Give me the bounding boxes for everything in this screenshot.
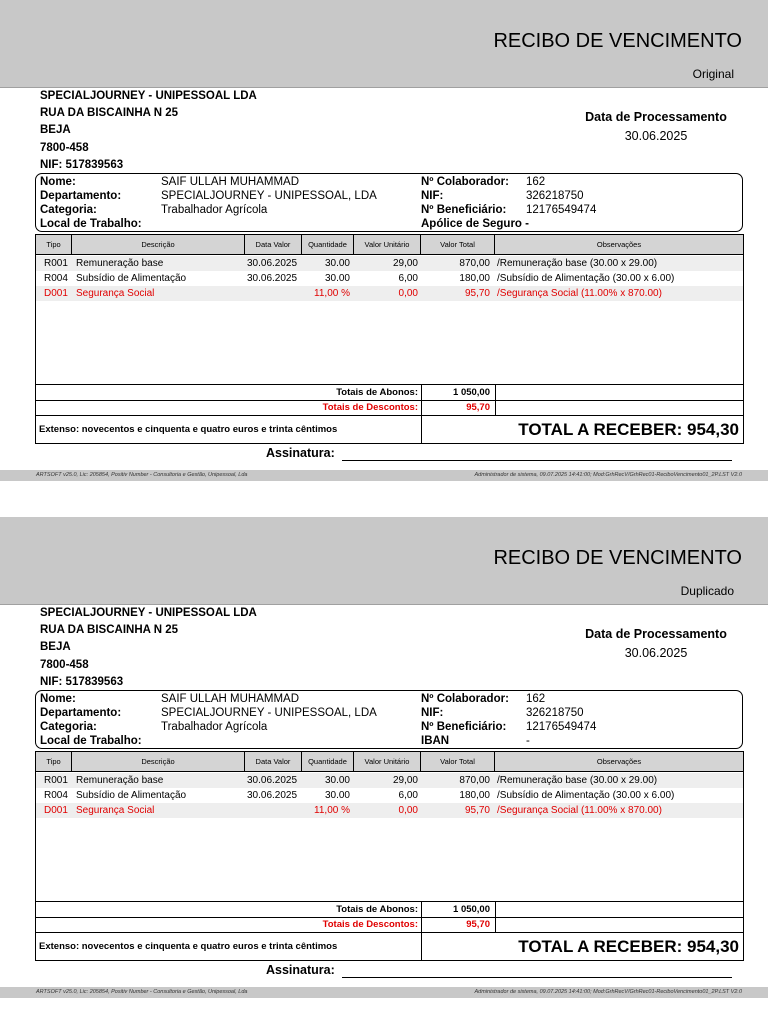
processing-date: 30.06.2025 bbox=[624, 129, 688, 143]
col-quantity: Quantidade bbox=[302, 752, 354, 771]
row-total-value: 95,70 bbox=[464, 805, 490, 816]
name-label: Nome: bbox=[40, 176, 76, 188]
table-header bbox=[36, 752, 743, 772]
row-total-value: 870,00 bbox=[459, 258, 490, 269]
col-unit-value: Valor Unitário bbox=[354, 752, 421, 771]
processing-label: Data de Processamento bbox=[585, 627, 727, 641]
signature-line bbox=[342, 460, 732, 461]
total-row bbox=[36, 933, 743, 960]
divider bbox=[421, 416, 422, 443]
processing-block bbox=[560, 110, 752, 143]
row-observations: /Subsídio de Alimentação (30.00 x 6.00) bbox=[497, 273, 675, 284]
col-description: Descrição bbox=[72, 752, 245, 771]
collaborator-label: Nº Colaborador: bbox=[421, 176, 509, 188]
company-nif: NIF: 517839563 bbox=[40, 158, 124, 171]
row-quantity: 30.00 bbox=[324, 273, 350, 284]
table-row bbox=[36, 773, 743, 788]
row-description: Segurança Social bbox=[76, 288, 155, 299]
row-description: Remuneração base bbox=[76, 258, 164, 269]
row-quantity: 30.00 bbox=[324, 790, 350, 801]
row-unit-value: 29,00 bbox=[392, 775, 418, 786]
category-label: Categoria: bbox=[40, 204, 97, 216]
col-type: Tipo bbox=[36, 752, 72, 771]
totals-earnings-label: Totais de Abonos: bbox=[336, 904, 418, 915]
receipt-header bbox=[0, 517, 768, 605]
row-unit-value: 0,00 bbox=[398, 805, 418, 816]
employee-name: SAIF ULLAH MUHAMMAD bbox=[161, 176, 300, 188]
row-quantity: 11,00 % bbox=[314, 288, 350, 299]
divider bbox=[421, 385, 422, 400]
iban-label: IBAN bbox=[421, 735, 450, 747]
iban-value: - bbox=[526, 735, 530, 747]
table-row bbox=[36, 271, 743, 286]
divider bbox=[495, 902, 496, 917]
total-to-receive: TOTAL A RECEBER: 954,30 bbox=[518, 420, 739, 439]
row-description: Subsídio de Alimentação bbox=[76, 790, 187, 801]
row-code: R001 bbox=[44, 775, 68, 786]
total-row bbox=[36, 416, 743, 443]
row-date: 30.06.2025 bbox=[247, 258, 298, 269]
divider bbox=[421, 918, 422, 932]
totals-discounts-value: 95,70 bbox=[466, 402, 490, 413]
row-total-value: 870,00 bbox=[459, 775, 490, 786]
row-description: Segurança Social bbox=[76, 805, 155, 816]
company-street: RUA DA BISCAINHA N 25 bbox=[40, 107, 179, 120]
totals-earnings-value: 1 050,00 bbox=[453, 387, 490, 398]
totals-discounts-row bbox=[36, 918, 743, 933]
amount-in-words: Extenso: novecentos e cinquenta e quatro euros e trinta cêntimos bbox=[39, 424, 338, 435]
insurance-label: Apólice de Seguro - bbox=[421, 218, 529, 230]
totals-earnings-row bbox=[36, 901, 743, 918]
footer bbox=[0, 470, 768, 481]
employee-dept: SPECIALJOURNEY - UNIPESSOAL, LDA bbox=[161, 190, 377, 202]
col-unit-value: Valor Unitário bbox=[354, 235, 421, 254]
company-block bbox=[40, 88, 257, 174]
divider bbox=[495, 385, 496, 400]
employee-dept: SPECIALJOURNEY - UNIPESSOAL, LDA bbox=[161, 707, 377, 719]
employee-name: SAIF ULLAH MUHAMMAD bbox=[161, 693, 300, 705]
company-name: SPECIALJOURNEY - UNIPESSOAL LDA bbox=[40, 607, 257, 619]
divider bbox=[495, 918, 496, 932]
footer-right: Administrador de sistema, 09.07.2025 14:41:00; Mod:GrhRecV/GrhRec01-ReciboVencimento01_2P.LST V2.0 bbox=[474, 989, 742, 995]
name-label: Nome: bbox=[40, 693, 76, 705]
nif-label: NIF: bbox=[421, 190, 444, 202]
signature-line bbox=[342, 977, 732, 978]
beneficiary-number: 12176549474 bbox=[526, 721, 597, 733]
row-unit-value: 6,00 bbox=[398, 790, 418, 801]
col-quantity: Quantidade bbox=[302, 235, 354, 254]
copy-label: Duplicado bbox=[680, 584, 734, 598]
divider bbox=[421, 933, 422, 960]
footer bbox=[0, 987, 768, 998]
table-row bbox=[36, 286, 743, 301]
table-row bbox=[36, 256, 743, 271]
table-row bbox=[36, 803, 743, 818]
row-quantity: 30.00 bbox=[324, 775, 350, 786]
totals-discounts-value: 95,70 bbox=[466, 919, 490, 930]
employee-nif: 326218750 bbox=[526, 190, 584, 202]
col-observations: Observações bbox=[596, 757, 642, 766]
signature-label: Assinatura: bbox=[266, 963, 335, 977]
company-city: BEJA bbox=[40, 641, 71, 654]
table-row bbox=[36, 788, 743, 803]
row-code: R004 bbox=[44, 273, 68, 284]
footer-left: ARTSOFT v25.0, Lic: 205854, Positiv Number - Consultoria e Gestão, Unipessoal, Lda bbox=[36, 989, 248, 995]
total-to-receive: TOTAL A RECEBER: 954,30 bbox=[518, 937, 739, 956]
category-label: Categoria: bbox=[40, 721, 97, 733]
beneficiary-number: 12176549474 bbox=[526, 204, 597, 216]
receipt-title: RECIBO DE VENCIMENTO bbox=[493, 547, 742, 569]
company-nif: NIF: 517839563 bbox=[40, 675, 124, 688]
collaborator-number: 162 bbox=[526, 176, 546, 188]
employee-nif: 326218750 bbox=[526, 707, 584, 719]
receipt-title: RECIBO DE VENCIMENTO bbox=[493, 30, 742, 52]
amount-in-words: Extenso: novecentos e cinquenta e quatro euros e trinta cêntimos bbox=[39, 941, 338, 952]
footer-right: Administrador de sistema, 09.07.2025 14:41:00; Mod:GrhRecV/GrhRec01-ReciboVencimento01_2P.LST V2.0 bbox=[474, 472, 742, 478]
divider bbox=[421, 902, 422, 917]
row-date: 30.06.2025 bbox=[247, 775, 298, 786]
totals-discounts-label: Totais de Descontos: bbox=[322, 919, 418, 930]
receipt-duplicate bbox=[0, 517, 768, 1001]
nif-label: NIF: bbox=[421, 707, 444, 719]
row-unit-value: 29,00 bbox=[392, 258, 418, 269]
row-observations: /Remuneração base (30.00 x 29.00) bbox=[497, 258, 658, 269]
col-total-value: Valor Total bbox=[421, 752, 495, 771]
collaborator-label: Nº Colaborador: bbox=[421, 693, 509, 705]
company-block bbox=[40, 605, 257, 691]
employee-box bbox=[35, 173, 743, 232]
row-code: D001 bbox=[44, 288, 68, 299]
collaborator-number: 162 bbox=[526, 693, 546, 705]
col-date: Data Valor bbox=[245, 752, 302, 771]
row-code: R004 bbox=[44, 790, 68, 801]
receipt-original bbox=[0, 0, 768, 484]
company-postal: 7800-458 bbox=[40, 141, 89, 154]
row-total-value: 180,00 bbox=[459, 790, 490, 801]
row-code: D001 bbox=[44, 805, 68, 816]
dept-label: Departamento: bbox=[40, 707, 122, 719]
row-date: 30.06.2025 bbox=[247, 790, 298, 801]
signature-label: Assinatura: bbox=[266, 446, 335, 460]
employee-category: Trabalhador Agrícola bbox=[161, 204, 268, 216]
row-description: Remuneração base bbox=[76, 775, 164, 786]
totals-earnings-value: 1 050,00 bbox=[453, 904, 490, 915]
receipt-header bbox=[0, 0, 768, 88]
col-description: Descrição bbox=[72, 235, 245, 254]
divider bbox=[421, 401, 422, 415]
footer-left: ARTSOFT v25.0, Lic: 205854, Positiv Number - Consultoria e Gestão, Unipessoal, Lda bbox=[36, 472, 248, 478]
row-observations: /Segurança Social (11.00% x 870.00) bbox=[497, 288, 662, 299]
col-observations: Observações bbox=[596, 240, 642, 249]
dept-label: Departamento: bbox=[40, 190, 122, 202]
processing-block bbox=[560, 627, 752, 660]
row-code: R001 bbox=[44, 258, 68, 269]
col-date: Data Valor bbox=[245, 235, 302, 254]
workplace-label: Local de Trabalho: bbox=[40, 735, 142, 747]
company-name: SPECIALJOURNEY - UNIPESSOAL LDA bbox=[40, 90, 257, 102]
employee-box bbox=[35, 690, 743, 749]
row-description: Subsídio de Alimentação bbox=[76, 273, 187, 284]
row-quantity: 30.00 bbox=[324, 258, 350, 269]
earnings-table bbox=[35, 234, 744, 444]
processing-label: Data de Processamento bbox=[585, 110, 727, 124]
company-street: RUA DA BISCAINHA N 25 bbox=[40, 624, 179, 637]
row-observations: /Segurança Social (11.00% x 870.00) bbox=[497, 805, 662, 816]
beneficiary-label: Nº Beneficiário: bbox=[421, 204, 507, 216]
totals-earnings-label: Totais de Abonos: bbox=[336, 387, 418, 398]
table-header bbox=[36, 235, 743, 255]
workplace-label: Local de Trabalho: bbox=[40, 218, 142, 230]
row-unit-value: 6,00 bbox=[398, 273, 418, 284]
copy-label: Original bbox=[692, 67, 734, 81]
col-total-value: Valor Total bbox=[421, 235, 495, 254]
row-quantity: 11,00 % bbox=[314, 805, 350, 816]
company-postal: 7800-458 bbox=[40, 658, 89, 671]
totals-discounts-row bbox=[36, 401, 743, 416]
totals-discounts-label: Totais de Descontos: bbox=[322, 402, 418, 413]
divider bbox=[495, 401, 496, 415]
row-date: 30.06.2025 bbox=[247, 273, 298, 284]
row-total-value: 180,00 bbox=[459, 273, 490, 284]
row-observations: /Subsídio de Alimentação (30.00 x 6.00) bbox=[497, 790, 675, 801]
row-total-value: 95,70 bbox=[464, 288, 490, 299]
totals-earnings-row bbox=[36, 384, 743, 401]
earnings-table bbox=[35, 751, 744, 961]
beneficiary-label: Nº Beneficiário: bbox=[421, 721, 507, 733]
employee-category: Trabalhador Agrícola bbox=[161, 721, 268, 733]
col-type: Tipo bbox=[36, 235, 72, 254]
row-unit-value: 0,00 bbox=[398, 288, 418, 299]
company-city: BEJA bbox=[40, 124, 71, 137]
processing-date: 30.06.2025 bbox=[624, 646, 688, 660]
row-observations: /Remuneração base (30.00 x 29.00) bbox=[497, 775, 658, 786]
